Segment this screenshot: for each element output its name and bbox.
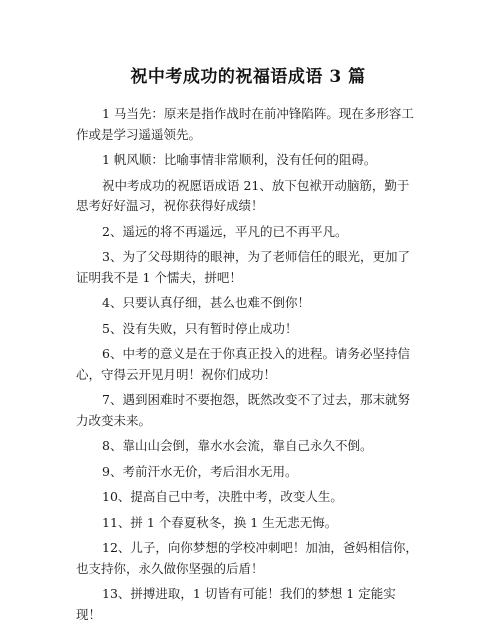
paragraph-12: 10、提高自己中考，决胜中考，改变人生。 xyxy=(102,489,343,504)
paragraph-15: 13、拼搏进取，1 切皆有可能！我们的梦想 1 定能实现！ xyxy=(76,586,396,622)
paragraph-2: 1 帆风顺：比喻事情非常顺利，没有任何的阻碍。 xyxy=(102,152,377,167)
paragraph-11: 9、考前汗水无价，考后泪水无用。 xyxy=(102,463,298,479)
paragraph-6: 4、只要认真仔细，甚么也难不倒你！ xyxy=(102,295,310,310)
paragraph-9: 7、遇到困难时不要抱怨，既然改变不了过去，那末就努力改变未来。 xyxy=(76,392,410,428)
paragraph-4: 2、遥远的将不再遥远，平凡的已不再平凡。 xyxy=(102,223,348,239)
paragraph-1: 1 马当先：原来是指作战时在前冲锋陷阵。现在多形容工作或是学习遥遥领先。 xyxy=(76,106,414,142)
paragraph-7: 5、没有失败，只有暂时停止成功！ xyxy=(102,320,298,336)
paragraph-10: 8、靠山山会倒，靠水水会流，靠自己永久不倒。 xyxy=(102,438,373,453)
paragraph-3: 祝中考成功的祝愿语成语 21、放下包袱开动脑筋，勤于思考好好温习，祝你获得好成绩！ xyxy=(76,177,410,213)
paragraph-5: 3、为了父母期待的眼神，为了老师信任的眼光，更加了证明我不是 1 个懦夫，拼吧！ xyxy=(76,249,410,285)
paragraph-8: 6、中考的意义是在于你真正投入的进程。请务必坚持信心，守得云开见月明！祝你们成功！ xyxy=(76,346,410,382)
paragraph-14: 12、儿子，向你梦想的学校冲刺吧！加油，爸妈相信你，也支持你，永久做你坚强的后盾！ xyxy=(76,540,418,576)
document-title: 祝中考成功的祝福语成语 3 篇 xyxy=(130,67,366,87)
paragraph-13: 11、拼 1 个春夏秋冬，换 1 生无悲无悔。 xyxy=(102,514,338,530)
